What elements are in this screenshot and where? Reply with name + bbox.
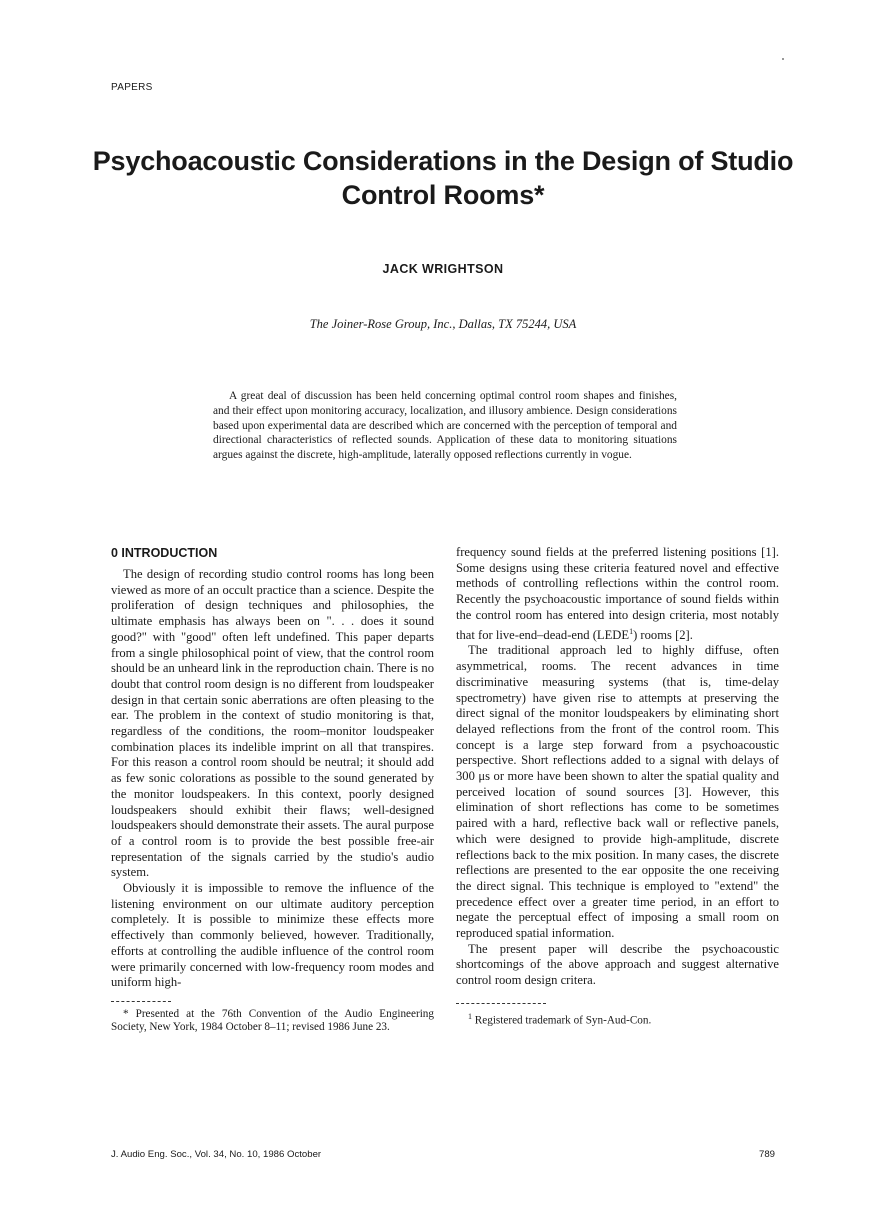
- abstract: A great deal of discussion has been held concerning optimal control room shapes and finishes, and their effect upon monitoring accuracy, localization, and illusory ambience. Design considerations based upon experimental data are described which are concerned with the perception of temporal and directional characteristics of reflected sounds. Application of these data to monitoring situations argues against the discrete, high-amplitude, laterally opposed reflections currently in vogue.: [213, 390, 677, 462]
- body-text: frequency sound fields at the preferred listening positions [1]. Some designs using these criteria featured novel and effective methods of controlling reflections within the control room. Recently the psychoacoustic importance of sound fields within the control room has entered into design criteria, most notably that for live-end–dead-end (LEDE: [456, 545, 779, 642]
- author-affiliation: The Joiner-Rose Group, Inc., Dallas, TX 75244, USA: [309, 317, 577, 331]
- body-paragraph: The design of recording studio control rooms has long been viewed as more of an occult practice than a science. Despite the proliferation of design techniques and philosophies, the ultimate emphasis has always been on ". . . does it sound good?" with "good" often left undefined. This paper departs from a single philosophical point of view, that the control room should be an unheard link in the reproduction chain. There is no doubt that control room design is no different from loudspeaker design in that certain sonic aberrations are often pleasing to the ear. The problem in the context of studio monitoring is that, regardless of the conditions, the room–monitor loudspeaker combination places its indelible imprint on all that transpires. For this reason a control room should be neutral; it should add as few sonic colorations as possible to the sound generated by the monitor loudspeakers. In this context, poorly designed loudspeakers should exhibit their flaws; well-designed loudspeakers should demonstrate their assets. The aural purpose of a control room is to provide the best possible free-air representation of the signals carried by the studio's audio system.: [111, 567, 434, 880]
- left-column: [111, 545, 434, 1034]
- body-paragraph: [456, 545, 779, 643]
- page-title: Psychoacoustic Considerations in the Design of Studio Control Rooms*: [92, 146, 794, 210]
- section-label: PAPERS: [111, 82, 153, 93]
- corner-mark: [782, 58, 784, 60]
- section-heading: 0 INTRODUCTION: [111, 546, 218, 560]
- page-number: 789: [759, 1149, 776, 1160]
- footnote-marker: 1: [468, 1011, 472, 1021]
- footnote-text: Registered trademark of Syn-Aud-Con.: [472, 1014, 652, 1027]
- body-paragraph: Obviously it is impossible to remove the influence of the listening environment on our ultimate auditory perception completely. It is possible to minimize these effects more effectively than commonly believed, however. Traditionally, efforts at controlling the audible influence of the control room were primarily concerned with low-frequency room modes and uniform high-: [111, 881, 434, 990]
- footnote-rule: [111, 1001, 171, 1002]
- footnote-rule: [456, 1003, 546, 1004]
- footnote: [456, 1010, 779, 1028]
- body-text: ) rooms [2].: [633, 627, 693, 642]
- right-column: [456, 545, 779, 1028]
- journal-citation: J. Audio Eng. Soc., Vol. 34, No. 10, 1986 October: [111, 1149, 322, 1160]
- author-name: JACK WRIGHTSON: [382, 262, 504, 276]
- body-paragraph: The traditional approach led to highly diffuse, often asymmetrical, rooms. The recent advances in time discriminative measuring systems (that is, time-delay spectrometry) have given rise to attempts at preserving the direct signal of the monitor loudspeakers by eliminating short delayed reflections from the front of the control room. This concept is a large step forward from a psychoacoustic perspective. Short reflections added to a signal with delays of 300 μs or more have been shown to alter the spatial quality and perceived location of sound sources [3]. However, this elimination of short reflections has come to be sometimes paired with a hard, reflective back wall or reflective panels, which were designed to provide high-amplitude, discrete reflections back to the mix position. In many cases, the discrete reflections are presented to the ear opposite the one receiving the direct signal. This technique is employed to "extend" the precedence effect over a greater time period, in an effort to negate the perceptual effect of imposing a small room on reproduced spatial information.: [456, 643, 779, 941]
- footnote-reference: 1: [629, 626, 634, 636]
- footnote: * Presented at the 76th Convention of the Audio Engineering Society, New York, 1984 October 8–11; revised 1986 June 23.: [111, 1007, 434, 1033]
- body-paragraph: The present paper will describe the psychoacoustic shortcomings of the above approach and suggest alternative control room design critera.: [456, 941, 779, 988]
